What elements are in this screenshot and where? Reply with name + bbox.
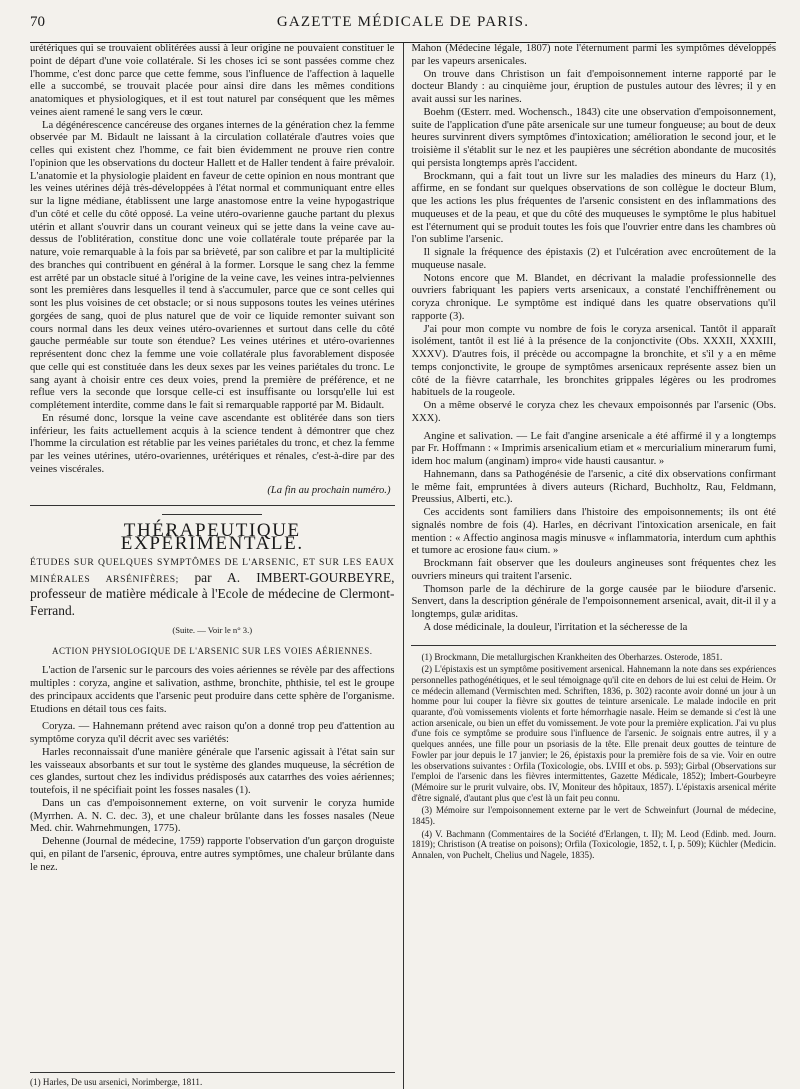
paragraph: En résumé donc, lorsque la veine cave ascendante est oblitérée dans son tiers inférieur, les faits actuellement acquis à la science tendent à démontrer que chez l'homme la circulation est rétablie par les veines pariétales du tronc, et chez la femme par les veines utérines, utéro-ovariennes, urétériques et rénales, c'est-à-dire par des veines viscérales. [30, 412, 395, 475]
page-number: 70 [30, 14, 45, 30]
suite-note: (Suite. — Voir le n° 3.) [172, 624, 253, 635]
left-column [30, 43, 401, 1089]
paragraph: Brockmann, qui a fait tout un livre sur les maladies des mineurs du Harz (1), affirme, en se fondant sur quelques observations de son collègue le docteur Blum, que les actions les plus fréquentes de l'arsenic consistent en des inflammations des muqueuses et de la peau, et que du côté des muqueuses le symptôme le plus habituel est l'éternument qui se produit toutes les fois que l'ouvrier entre dans les chambres où l'on sublime l'arsenic. [411, 170, 776, 246]
column-rule [403, 43, 404, 1089]
subheading: ACTION PHYSIOLOGIQUE DE L'ARSENIC SUR LES VOIES AÉRIENNES. [52, 645, 373, 656]
footnote: (1) Harles, De usu arsenici, Norimbergæ, 1811. [30, 1077, 203, 1088]
footnote: (3) Mémoire sur l'empoisonnement externe par le vert de Schweinfurt (Journal de médecine, 1845). [411, 805, 776, 827]
paragraph: Boehm (Œsterr. med. Wochensch., 1843) cite une observation d'empoisonnement, suite de l'application d'une pâte arsenicale sur une tumeur fongueuse; au bout de deux heures survinrent divers symptômes d'intoxication; amélioration le second jour, et le troisième il s'établit sur le nez et les paupières une sécrétion abondante de mucosités qui persista longtemps après l'accident. [411, 106, 776, 169]
footnotes-right [411, 645, 776, 861]
footnote: (2) L'épistaxis est un symptôme positivement arsenical. Hahnemann la note dans ses expériences personnelles pathogénétiques, et le seul témoignage qu'il cite en dehors de lui est celui de Heim. Or ce médecin allemand (Vermischten med. Schriften, 1836, p. 302) raconte avoir donné un jour à un homme pour lui couper la fièvre six gouttes de teinture arsenicale. Le malade indocile en prit quarante, d'où vomissements violents et forte hémorrhagie nasale. Heim se demande si c'est là une action arsenicale, ou bien un effet du vomissement. Je vote pour la première explication. J'ai vu plus d'une fois ce symptôme se produire sous l'influence de l'arsenic. Je soignais entre autres, il y a quelques années, une fille pour un psoriasis de la tête. Elle prenait deux gouttes de teinture de Fowler par jour depuis le 17 janvier; le 26, épistaxis pour la première fois de sa vie. Voir en outre les observations suivantes : Orfila (Toxicologie, obs. LVIII et obs. p. 593); Girbal (Observations sur l'emploi de l'arsenic dans les fièvres intermittentes, Gazette Médicale, 1852); Imbert-Gourbeyre (Mémoire sur le prurit vulvaire, obs. IV, Moniteur des hôpitaux, 1857). L'épistaxis arsenical mérite d'être signalé, d'autant plus que c'est là un fait peu connu. [411, 664, 776, 803]
footnotes-left [30, 1072, 395, 1089]
paragraph: Angine et salivation. — Le fait d'angine arsenicale a été affirmé il y a longtemps par Fr. Hoffmann : « Imprimis arsenicalium etiam et « mercurialium minerarum fumi, idem hoc malum (anginam) impro« vide hausti causantur. » [411, 430, 776, 467]
footnote: (1) Brockmann, Die metallurgischen Krankheiten des Oberharzes. Osterode, 1851. [421, 651, 723, 662]
paragraph: La dégénérescence cancéreuse des organes internes de la génération chez la femme observée par M. Bidault ne laissant à la circulation collatérale d'autres voies que celles qui existent chez l'homme, ce fait bien évidemment ne prouve rien contre l'opinion que les observations du docteur Hallett et de Haller tendent à faire prévaloir. L'anatomie et la physiologie plaident en faveur de cette opinion en nous montrant que les veines utérines déjà très-développées à l'état normal et communiquant entre elles sur la ligne médiane, établissent une large anastomose entre la veine hypogastrique d'un côté et celle du côté opposé. La veine utéro-ovarienne gauche partant du plexus utérin et allant s'ouvrir dans un courant veineux qui se jette dans la veine cave au-dessus de l'oblitération, constitue donc une voie collatérale toute préparée par la nature, voie remarquable à la fois par sa brièveté, par son calibre et par la multiplicité des branches qui contribuent en général à la former. Lorsque le sang chez la femme est arrêté par un obstacle situé à l'origine de la veine cave, les veines intra-pelviennes sont les premières dans lesquelles il tend à s'accumuler, parce que ce sont celles qui sont les plus voisines de cet obstacle; or si nous supposons toutes les veines utérines gorgées de sang, quoi de plus naturel que de voir ce liquide remonter suivant son cours normal dans les deux veines utéro-ovariennes et surtout dans celle du côté gauche perméable sur toute son étendue? Les veines utérines et utéro-ovariennes représentent donc chez la femme une voie collatérale plus favorablement disposée que celle qui est constituée dans les deux sexes par les veines pariétales du tronc. Le sang ayant à choisir entre ces deux voies, prend la première de préférence, et ne reflue vers la seconde que lorsque celle-ci est insuffisante ou lorsqu'elle lui est complétement interdite, comme dans le fait si remarquable rapporté par M. Bidault. [30, 119, 395, 411]
paragraph: Dehenne (Journal de médecine, 1759) rapporte l'observation d'un garçon droguiste qui, en pilant de l'arsenic, éprouva, entre autres symptômes, une chaleur brûlante dans le nez. [30, 836, 395, 873]
paragraph: L'action de l'arsenic sur le parcours des voies aériennes se révèle par des affections multiples : coryza, angine et salivation, asthme, bronchite, phthisie, tel est le groupe des principaux accidents que l'arsenic peut produire dans cette sphère de l'organisme. Etudions en détail tous ces faits. [30, 665, 395, 715]
paragraph: Dans un cas d'empoisonnement externe, on voit survenir le coryza humide (Myrrhen. A. N. C. dec. 3), et une chaleur brûlante dans les fosses nasales (Neue Med. chir. Wahrnehmungen, 1775). [30, 797, 395, 835]
running-title: GAZETTE MÉDICALE DE PARIS. [276, 14, 530, 30]
section-title: THÉRAPEUTIQUE EXPÉRIMENTALE. [120, 520, 304, 554]
paragraph: urétériques qui se trouvaient oblitérées aussi à leur origine ne pouvaient constituer le point de départ d'une voie collatérale. Si les choses ici se sont passées comme chez l'homme, c'est donc parce que cette femme, sous l'influence de l'affection à laquelle elle a succombé, se trouvait placée pour ainsi dire dans les mêmes conditions anatomiques et physiologiques, et il est tout naturel par conséquent que les mêmes veines aient ramené le sang vers le cœur. [30, 43, 395, 118]
paragraph: Notons encore que M. Blandet, en décrivant la maladie professionnelle des ouvriers fabriquant les papiers verts arsenicaux, a constaté l'enchiffrènement ou coryza chronique. Le symptôme est indiqué dans les quatre observations qu'il rapporte (3). [411, 272, 776, 322]
paragraph: Coryza. — Hahnemann prétend avec raison qu'on a donné trop peu d'attention au symptôme coryza qu'il décrit avec ses variétés: [30, 721, 395, 746]
paragraph: Ces accidents sont familiers dans l'histoire des empoisonnements; ils ont été signalés nombre de fois (4). Harles, en décrivant l'intoxication arsenicale, en fait mention : « Affectio anginosa magis minusve « inflammatoria, interdum cum aphthis et tumore ac erosione fau« cium. » [411, 507, 776, 557]
paragraph: Hahnemann, dans sa Pathogénésie de l'arsenic, a cité dix observations confirmant le même fait, empruntées à divers auteurs (Richard, Buchholtz, Rau, Feldmann, Preussius, Alberti, etc.). [411, 468, 776, 506]
article-subtitle [30, 557, 395, 620]
footnote: (4) V. Bachmann (Commentaires de la Société d'Erlangen, t. II); M. Leod (Edinb. med. Journ. 1819); Christison (A treatise on poisons); Orfila (Toxicologie, 1852, t. I, p. 509); Küchler (Medicin. Annalen, von Puchelt, Chelius und Nagele, 1835). [411, 828, 776, 861]
paragraph: Mahon (Médecine légale, 1807) note l'éternument parmi les symptômes développés par les vapeurs arsenicales. [411, 43, 776, 67]
paragraph: Brockmann fait observer que les douleurs angineuses sont fréquentes chez les ouvriers mineurs qui traitent l'arsenic. [411, 558, 776, 582]
paragraph: Thomson parle de la déchirure de la gorge causée par le biiodure d'arsenic. Senvert, dans la description générale de l'empoisonnement arsenical, avait, dit-il il y a longtemps, gulæ ariditas. [411, 583, 776, 620]
continued-note: (La fin au prochain numéro.) [267, 484, 391, 496]
paragraph: A dose médicinale, la douleur, l'irritation et la sécheresse de la [423, 621, 688, 633]
paragraph: On a même observé le coryza chez les chevaux empoisonnés par l'arsenic (Obs. XXX). [411, 400, 776, 424]
paragraph: On trouve dans Christison un fait d'empoisonnement interne rapporté par le docteur Blandy : au cinquième jour, éruption de pustules autour des lèvres; il y en avait aussi sur les narines. [411, 68, 776, 105]
page-header [30, 14, 776, 43]
right-column [405, 43, 776, 1089]
subtitle-lead: ÉTUDES SUR QUELQUES SYMPTÔMES DE L'ARSENIC, ET SUR LES EAUX MINÉRALES ARSÉNIFÈRES; [30, 556, 395, 585]
paragraph: J'ai pour mon compte vu nombre de fois le coryza arsenical. Tantôt il apparaît isolément, tantôt il est lié à la présence de la conjonctivite (Obs. XXXII, XXXIII, XXXV). D'autres fois, il précède ou accompagne la bronchite, et s'il y a en même temps conjonctivite, le groupe de symptômes arsenicaux représente assez bien un côté de la fièvre catarrhale, les bronchites grippales légères ou les prodromes habituels de la rougeole. [411, 323, 776, 399]
paragraph: Il signale la fréquence des épistaxis (2) et l'ulcération avec encroûtement de la muqueuse nasale. [411, 247, 776, 271]
subtitle-author: par A. IMBERT-GOURBEYRE, professeur de matière médicale à l'Ecole de médecine de Clermont-Ferrand. [30, 569, 395, 619]
paragraph: Harles reconnaissait d'une manière générale que l'arsenic agissait à l'état sain sur les vaisseaux absorbants et sur tout le système des glandes muqueuse, la sécrétion de ces glandes, surtout chez les individus prédisposés aux catarrhes des voies aériennes; toutefois, il ne spécifiait point les fosses nasales (1). [30, 746, 395, 797]
